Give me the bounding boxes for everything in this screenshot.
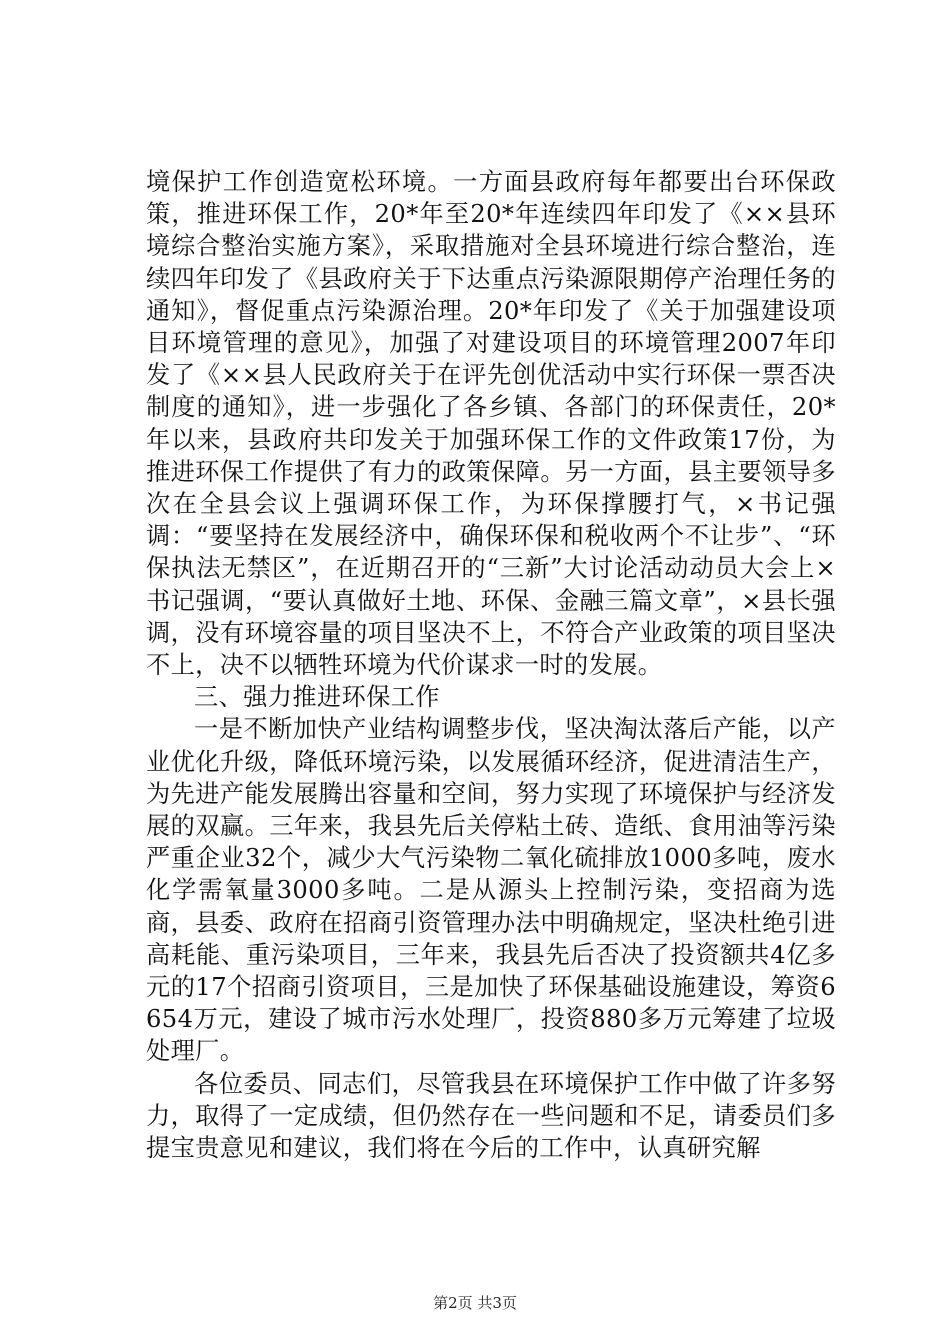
- page-number-footer: 第2页 共3页: [433, 1294, 517, 1312]
- section-heading: 三、强力推进环保工作: [194, 683, 440, 712]
- paragraph-closing-remarks: 各位委员、同志们，尽管我县在环境保护工作中做了许多努力，取得了一定成绩，但仍然存在一些问题和不足，请委员们多提宝贵意见和建议，我们将在今后的工作中，认真研究解: [146, 1069, 836, 1163]
- body-text: [146, 166, 836, 1164]
- paragraph-industrial-restructuring: 一是不断加快产业结构调整步伐，坚决淘汰落后产能，以产业优化升级，降低环境污染，以发展循环经济，促进清洁生产，为先进产能发展腾出容量和空间，努力实现了环境保护与经济发展的双赢。三年来，我县先后关停粘土砖、造纸、食用油等污染严重企业32个，减少大气污染物二氧化硫排放1000多吨，废水化学需氧量3000多吨。二是从源头上控制污染，变招商为选商，县委、政府在招商引资管理办法中明确规定，坚决杜绝引进高耗能、重污染项目，三年来，我县先后否决了投资额共4亿多元的17个招商引资项目，三是加快了环保基础设施建设，筹资6654万元，建设了城市污水处理厂，投资880多万元筹建了垃圾处理厂。: [146, 715, 836, 1066]
- paragraph-environment-policy: 境保护工作创造宽松环境。一方面县政府每年都要出台环保政策，推进环保工作，20*年至20*年连续四年印发了《××县环境综合整治实施方案》，采取措施对全县环境进行综合整治，连续四年印发了《县政府关于下达重点污染源限期停产治理任务的通知》，督促重点污染源治理。20*年印发了《关于加强建设项目环境管理的意见》，加强了对建设项目的环境管理2007年印发了《××县人民政府关于在评先创优活动中实行环保一票否决制度的通知》，进一步强化了各乡镇、各部门的环保责任，20*年以来，县政府共印发关于加强环保工作的文件政策17份，为推进环保工作提供了有力的政策保障。另一方面，县主要领导多次在全县会议上强调环保工作，为环保撑腰打气，×书记强调：“要坚持在发展经济中，确保环保和税收两个不让步”、“环保执法无禁区”，在近期召开的“三新”大讨论活动动员大会上×书记强调，“要认真做好土地、环保、金融三篇文章”，×县长强调，没有环境容量的项目坚决不上，不符合产业政策的项目坚决不上，决不以牺牲环境为代价谋求一时的发展。: [146, 168, 836, 680]
